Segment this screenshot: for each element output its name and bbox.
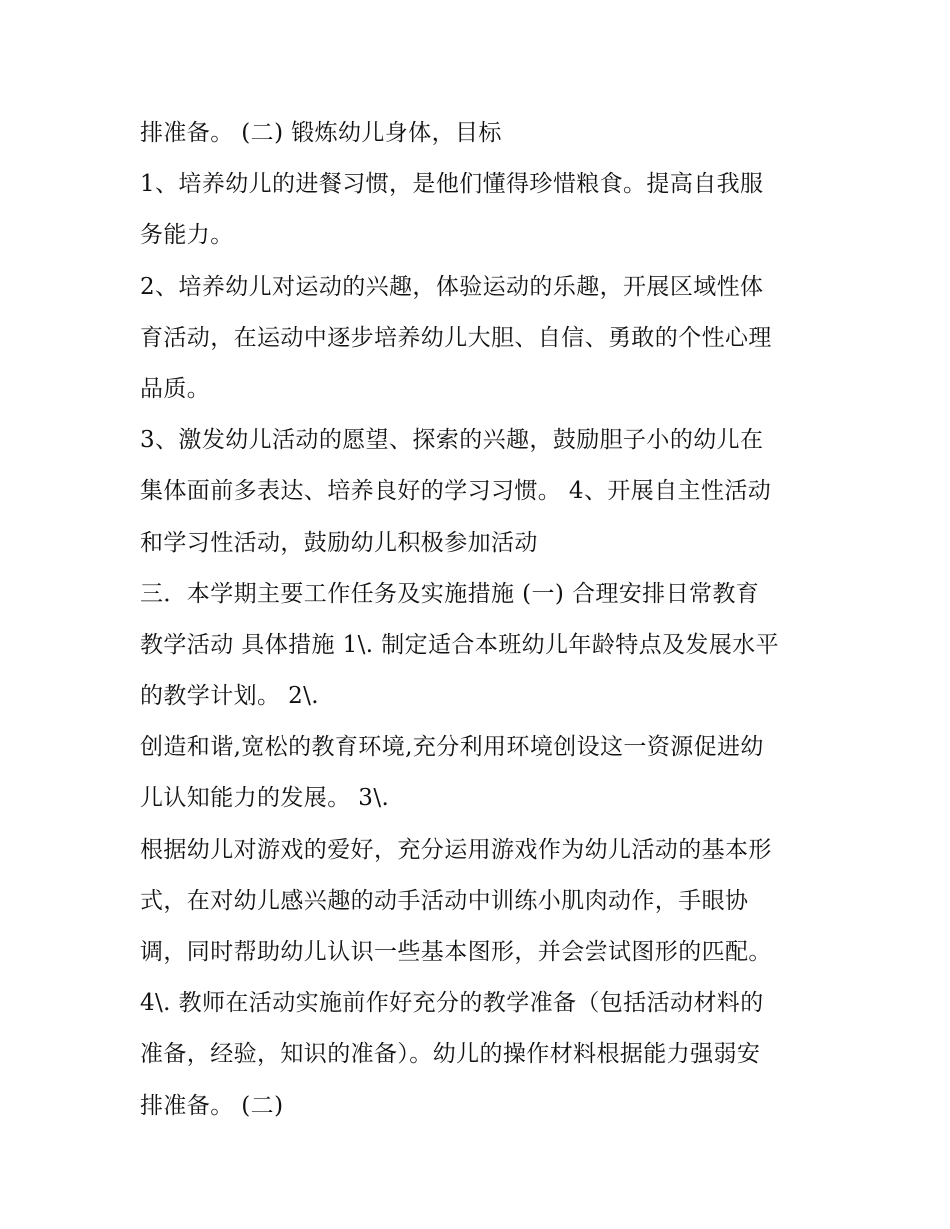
text-line: 3、激发幼儿活动的愿望、探索的兴趣，鼓励胆子小的幼儿在 <box>140 427 764 454</box>
text-line: 根据幼儿对游戏的爱好，充分运用游戏作为幼儿活动的基本形 <box>140 836 772 863</box>
text-line: 集体面前多表达、培养良好的学习习惯。 4、开展自主性活动 <box>140 478 772 505</box>
text-line: 教学活动 具体措施 1\. 制定适合本班幼儿年龄特点及发展水平 <box>140 631 780 658</box>
text-line: 育活动，在运动中逐步培养幼儿大胆、自信、勇敢的个性心理 <box>140 324 772 351</box>
text-line: 和学习性活动，鼓励幼儿积极参加活动 <box>140 529 538 556</box>
text-line: 的教学计划。 2\. <box>140 683 320 710</box>
text-line: 创造和谐,宽松的教育环境,充分利用环境创设这一资源促进幼 <box>140 734 764 761</box>
text-line: 务能力。 <box>140 222 234 249</box>
text-line: 式，在对幼儿感兴趣的动手活动中训练小肌肉动作，手眼协 <box>140 887 749 914</box>
text-line: 排准备。 (二) <box>140 1092 284 1119</box>
text-line: 4\. 教师在活动实施前作好充分的教学准备（包括活动材料的 <box>140 990 764 1017</box>
text-line: 1、培养幼儿的进餐习惯，是他们懂得珍惜粮食。提高自我服 <box>140 171 764 198</box>
body-text <box>140 108 830 1132</box>
text-line: 儿认知能力的发展。 3\. <box>140 785 390 812</box>
text-line: 准备，经验，知识的准备）。幼儿的操作材料根据能力强弱安 <box>140 1041 761 1068</box>
text-line: 三．本学期主要工作任务及实施措施 (一) 合理安排日常教育 <box>140 580 760 607</box>
text-line: 品质。 <box>140 375 211 402</box>
text-line: 排准备。 (二) 锻炼幼儿身体，目标 <box>140 120 502 146</box>
text-line: 2、培养幼儿对运动的兴趣，体验运动的乐趣，开展区域性体 <box>140 273 764 300</box>
text-line: 调，同时帮助幼儿认识一些基本图形，并会尝试图形的匹配。 <box>140 939 772 965</box>
